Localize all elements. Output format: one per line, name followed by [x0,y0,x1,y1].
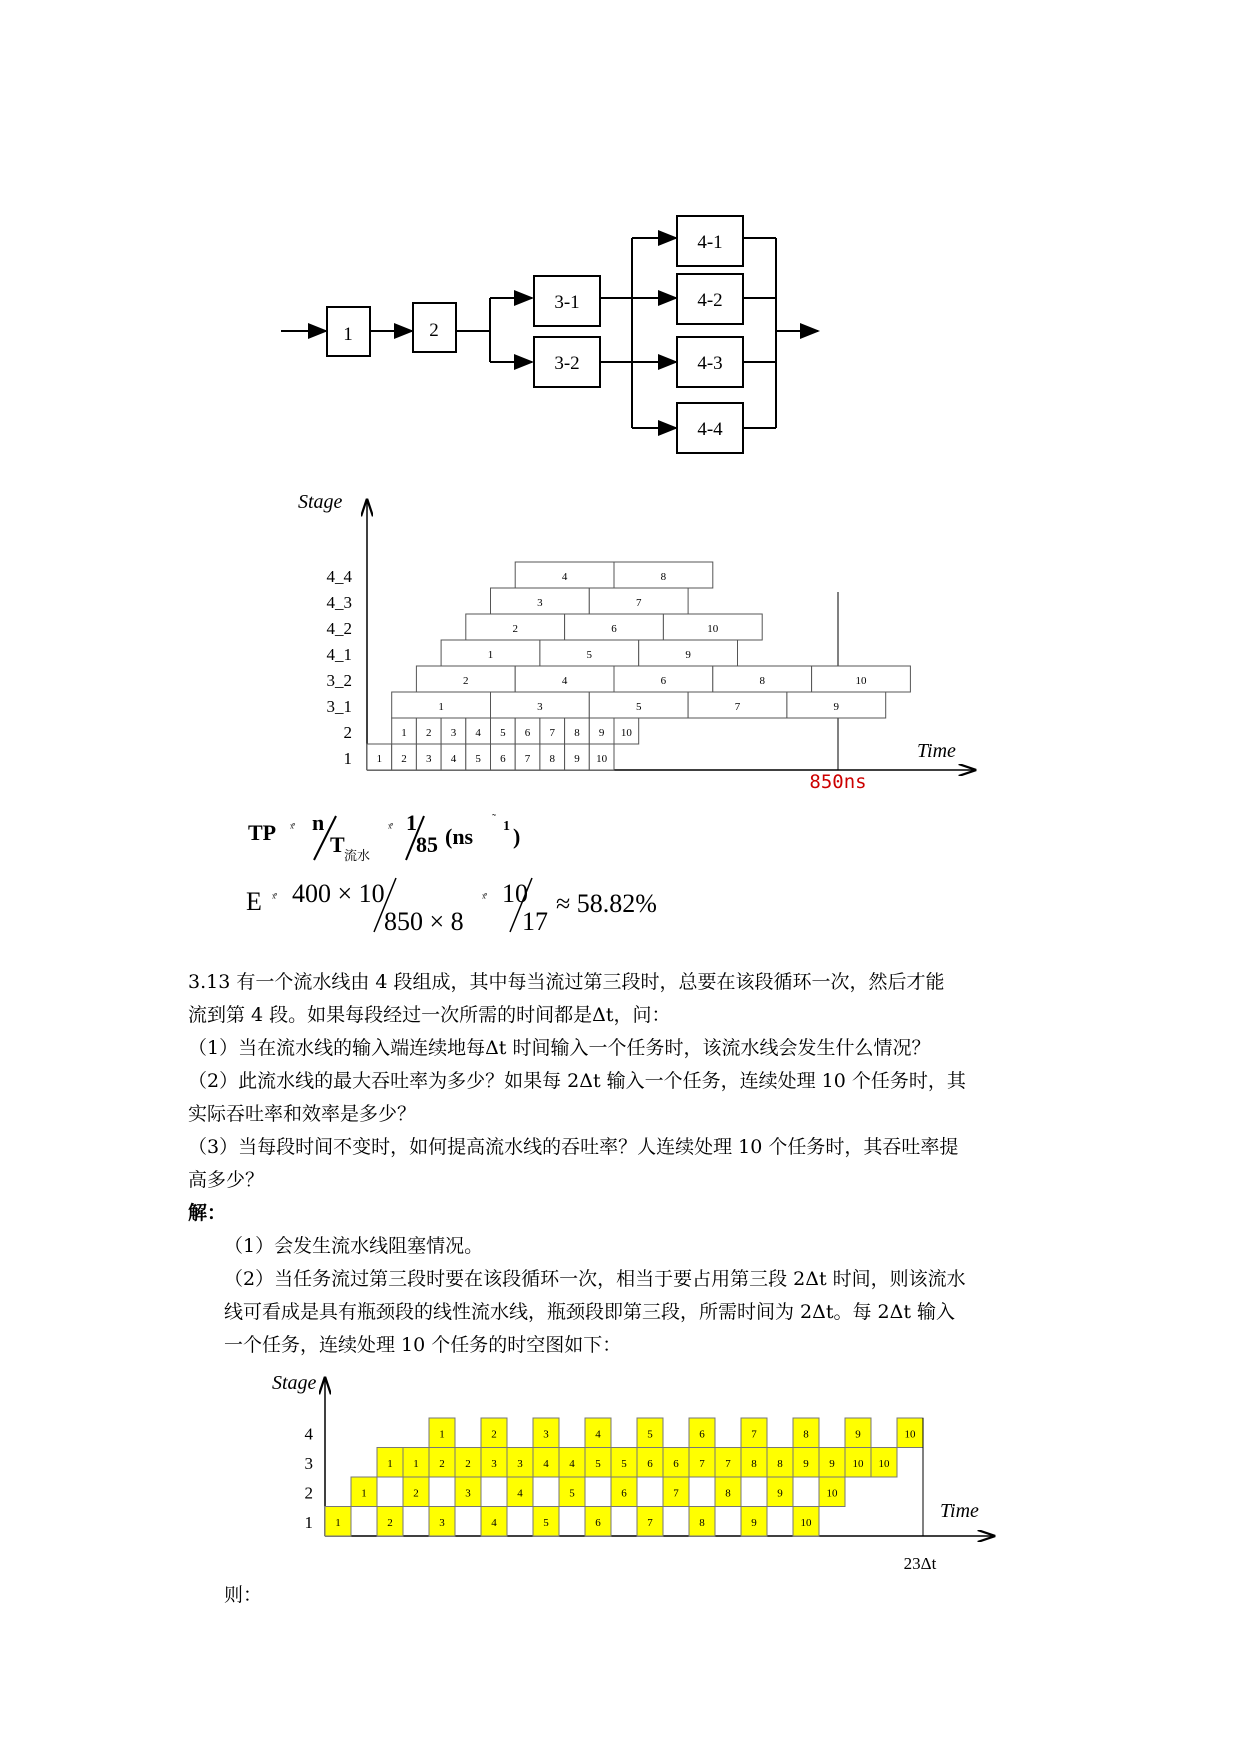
chart1-cell-label: 10 [855,675,867,687]
chart1-cell-label: 6 [500,753,506,765]
chart2-cell-label: 1 [439,1428,445,1441]
chart2-cell-label: 1 [335,1517,341,1529]
chart2-cell-label: 5 [647,1428,653,1441]
chart2-end-label: 23Δt [903,1554,937,1573]
chart2-row-label: 3 [304,1454,313,1473]
chart1-cell-label: 4 [475,727,481,739]
chart1-marker-label: 850ns [809,771,867,793]
tp-den: 85 [416,832,438,857]
e-eq2: ˣ̊ [482,890,486,905]
question-2b: 实际吞吐率和效率是多少？ [188,1103,417,1125]
chart2-cell-label: 6 [673,1458,679,1470]
question-3b: 高多少？ [188,1169,265,1191]
chart1-cell-label: 2 [426,727,432,739]
problem-3-13 [188,966,1058,1197]
tp-exp: 1 [503,819,510,834]
chart2-cell-label: 9 [777,1487,783,1500]
chart2-row-label: 4 [304,1424,313,1444]
chart1-cell-label: 6 [524,727,531,739]
tp-tilde: ˜ [492,811,496,825]
answer-heading: 解： [188,1202,227,1224]
chart2-cell-label: 7 [751,1428,757,1441]
formula-e [240,862,700,942]
chart2-cell-label: 9 [751,1517,757,1529]
e-num: 400 × 10 [292,879,385,908]
chart1-row-label: 4_1 [326,645,352,664]
chart2-cell-label: 7 [647,1517,653,1529]
tp-t-sub: 流水 [344,848,371,863]
chart1-row-label: 3_2 [326,671,352,690]
chart2-cell-label: 10 [826,1487,838,1500]
chart1-cell-label: 7 [635,597,642,609]
chart1-cell-label: 10 [596,753,608,765]
chart1-cell-label: 8 [759,675,765,687]
e-den2: 17 [522,907,548,936]
chart2-cell-label: 7 [699,1458,705,1470]
chart1-cell-label: 2 [512,623,518,635]
chart2-cell-label: 7 [725,1458,731,1470]
chart2-cell-label: 1 [413,1458,419,1470]
chart1-ylabel: Stage [298,491,343,513]
chart1-cell-label: 8 [574,727,580,739]
chart1-cell-label: 5 [500,727,506,739]
chart2-cell-label: 3 [465,1487,471,1500]
answer-1: （1）会发生流水线阻塞情况。 [224,1235,484,1257]
chart1-cell-label: 5 [475,753,481,765]
chart2-xlabel: Time [940,1500,979,1522]
chart1-cell-label: 7 [734,701,741,713]
chart2-cell-label: 9 [855,1428,861,1441]
chart1-cell-label: 9 [574,753,580,765]
e-lhs: E [246,887,262,916]
chart1-cell-label: 1 [438,701,444,713]
stage-box-4-3-label: 4-3 [697,353,723,374]
chart2-cell-label: 2 [387,1517,393,1529]
tp-unit-open: (ns [445,824,474,849]
answer-2a: （2）当任务流过第三段时要在该段循环一次，相当于要占用第三段 2Δt 时间，则该流水 [224,1268,966,1290]
chart2-cell-label: 10 [878,1458,890,1470]
answer-section [188,1197,1058,1362]
chart1-cell-label: 10 [707,623,719,635]
chart2-cell-label: 5 [569,1487,575,1500]
chart1-cell-label: 4 [561,571,568,583]
chart2-cell-label: 3 [543,1428,549,1441]
chart2-cell-label: 8 [751,1458,757,1470]
tp-eq: ˣ̊ [290,820,294,835]
question-2a: （2）此流水线的最大吞吐率为多少？如果每 2Δt 输入一个任务，连续处理 10 个任务时，其 [188,1070,966,1092]
chart2-cell-label: 3 [491,1458,497,1470]
chart1-row-label: 1 [343,749,352,768]
chart2-row-label: 2 [304,1483,313,1503]
e-num2: 10 [502,879,528,908]
e-den: 850 × 8 [384,907,464,936]
e-result: ≈ 58.82% [556,889,657,918]
chart2-cell-label: 3 [517,1458,523,1470]
chart1-cell-label: 6 [611,623,617,635]
chart1-cell-label: 9 [598,727,605,739]
tp-one: 1 [406,810,417,835]
chart2-cell-label: 4 [569,1458,575,1470]
chart1-cell-label: 3 [537,597,543,609]
chart2-ylabel: Stage [272,1372,317,1394]
space-time-chart-2 [0,1360,1241,1580]
chart2-cell-label: 3 [439,1517,445,1529]
chart2-cell-label: 4 [491,1517,497,1529]
chart2-row-label: 1 [304,1513,313,1532]
answer-2c: 一个任务，连续处理 10 个任务的时空图如下： [224,1334,622,1356]
chart2-cell-label: 8 [803,1428,809,1441]
chart2-cell-label: 2 [413,1487,419,1500]
chart2-cell-label: 10 [904,1428,916,1441]
chart1-row-label: 2 [343,723,352,742]
tp-unit-close: ) [513,824,521,849]
problem-line-1: 3.13 有一个流水线由 4 段组成，其中每当流过第三段时，总要在该段循环一次，然后才能 [188,971,945,993]
chart1-cell-label: 3 [450,727,457,739]
closing-text: 则： [224,1584,263,1606]
chart1-cell-label: 1 [401,727,407,739]
chart1-cell-label: 6 [660,675,667,687]
chart1-cell-label: 10 [620,727,632,739]
chart2-cell-label: 2 [465,1458,471,1470]
chart2-cell-label: 8 [699,1517,705,1529]
chart2-cell-label: 6 [647,1458,653,1470]
chart2-cell-label: 1 [387,1458,393,1470]
chart1-cell-label: 2 [401,753,407,765]
stage-box-4-4-label: 4-4 [697,419,723,440]
tp-n: n [312,810,325,835]
space-time-chart-1 [0,480,1241,800]
chart2-cell-label: 6 [621,1487,627,1500]
chart2-cell-label: 2 [439,1458,445,1470]
stage-box-4-2-label: 4-2 [697,290,723,311]
chart1-cell-label: 5 [586,649,593,661]
chart1-cell-label: 2 [463,675,469,687]
chart1-cell-label: 5 [635,701,642,713]
chart1-cell-label: 8 [660,571,667,583]
formula-tp [240,800,560,870]
tp-eq2: ˣ̊ [388,820,392,835]
chart2-cell-label: 2 [491,1428,497,1441]
chart2-cell-label: 1 [361,1487,367,1500]
chart2-cell-label: 5 [543,1517,549,1529]
stage-box-1-label: 1 [343,324,353,345]
pipeline-diagram [0,200,1241,460]
chart1-cell-label: 4 [561,675,568,687]
chart2-cell-label: 5 [595,1458,601,1470]
chart1-cell-label: 9 [685,649,691,661]
chart2-cell-label: 9 [829,1458,835,1470]
chart2-cell-label: 9 [803,1458,809,1470]
chart1-row-label: 4_2 [326,619,352,638]
problem-line-2: 流到第 4 段。如果每段经过一次所需的时间都是Δt，问： [188,1004,671,1026]
stage-box-3-1-label: 3-1 [554,292,580,313]
chart2-cell-label: 6 [699,1428,705,1441]
answer-2b: 线可看成是具有瓶颈段的线性流水线，瓶颈段即第三段，所需时间为 2Δt。每 2Δt 输入 [224,1301,956,1323]
chart1-cell-label: 8 [549,753,555,765]
stage-box-2-label: 2 [429,320,439,341]
chart1-cell-label: 7 [549,727,555,739]
chart1-row-label: 4_4 [326,567,352,586]
chart1-cell-label: 3 [426,753,432,765]
chart2-cell-label: 10 [852,1458,864,1470]
stage-box-3-2-label: 3-2 [554,353,580,374]
stage-box-4-1-label: 4-1 [697,232,723,253]
chart1-cell-label: 9 [833,701,840,713]
chart2-cell-label: 8 [777,1458,783,1470]
chart2-cell-label: 4 [517,1487,523,1500]
chart1-cell-label: 3 [537,701,543,713]
chart2-cell-label: 7 [673,1487,679,1500]
chart2-cell-label: 5 [621,1458,627,1470]
tp-lhs: TP [248,820,277,845]
question-1: （1）当在流水线的输入端连续地每Δt 时间输入一个任务时，该流水线会发生什么情况？ [188,1037,931,1059]
chart2-cell-label: 4 [595,1428,601,1441]
chart1-xlabel: Time [917,740,956,762]
chart1-cell-label: 4 [450,753,457,765]
chart1-row-label: 3_1 [326,697,352,716]
chart2-cell-label: 4 [543,1458,549,1470]
chart1-cell-label: 7 [524,753,531,765]
tp-t: T [330,832,345,857]
chart1-row-label: 4_3 [326,593,352,612]
chart2-cell-label: 8 [725,1487,731,1500]
chart2-cell-label: 10 [800,1517,812,1529]
chart1-cell-label: 1 [376,753,383,765]
chart1-cell-label: 1 [487,649,494,661]
e-eq: ˣ̊ [272,890,276,905]
chart2-cell-label: 6 [595,1517,601,1529]
question-3a: （3）当每段时间不变时，如何提高流水线的吞吐率？人连续处理 10 个任务时，其吞吐率提 [188,1136,959,1158]
